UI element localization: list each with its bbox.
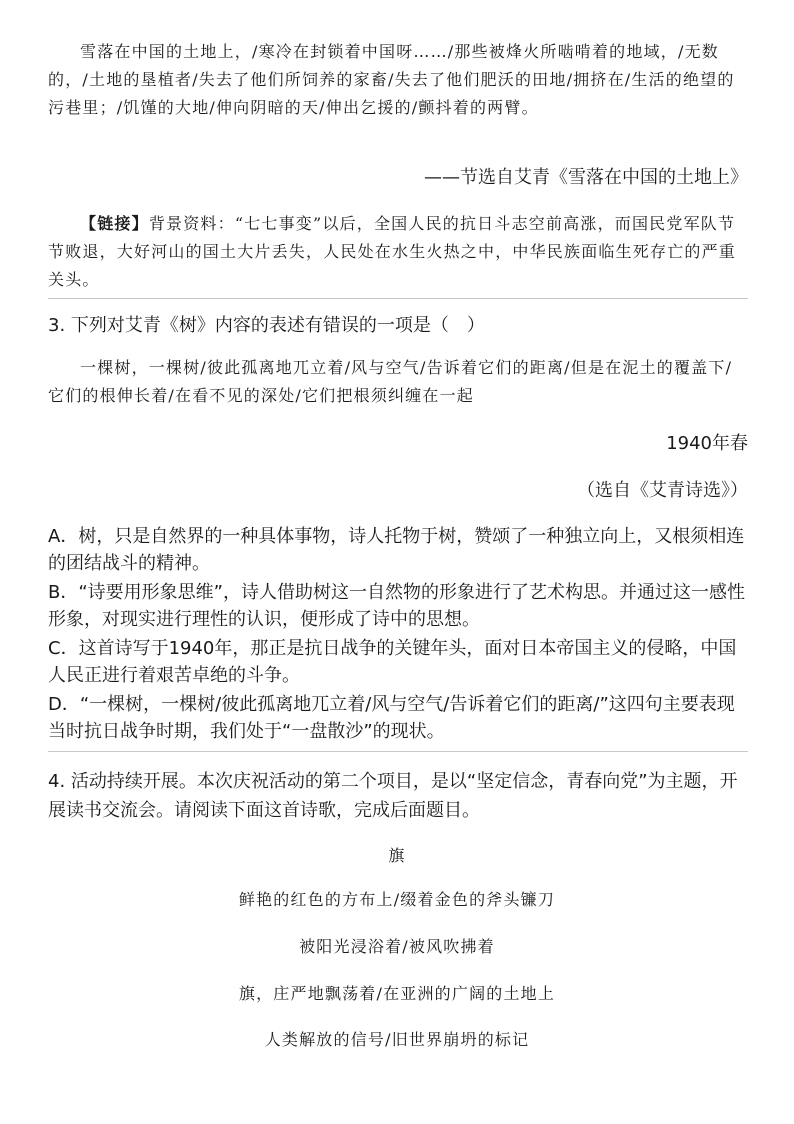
- question3-poem: 一棵树，一棵树/彼此孤离地兀立着/风与空气/告诉着它们的距离/但是在泥土的覆盖下/它们的根伸长着/在看不见的深处/它们把根须纠缠在一起: [48, 358, 733, 405]
- question3-stem: 3. 下列对艾青《树》内容的表述有错误的一项是（ ）: [48, 315, 485, 336]
- question4-stem: 4. 活动持续开展。本次庆祝活动的第二个项目，是以“坚定信念，青春向党”为主题，开展读书交流会。请阅读下面这首诗歌，完成后面题目。: [48, 771, 738, 821]
- flag-poem-line-1: 鲜艳的红色的方布上/缀着金色的斧头镰刀: [238, 890, 556, 909]
- poem-excerpt: 雪落在中国的土地上，/寒冷在封锁着中国呀……/那些被烽火所啮啃着的地域，/无数的，/土地的垦植者/失去了他们所饲养的家畜/失去了他们肥沃的田地/拥挤在/生活的绝望的污巷里；/饥馑的大地/伸向阴暗的天/伸出乞援的/颤抖着的两臂。: [48, 42, 735, 117]
- section-divider-2: [48, 751, 748, 752]
- flag-poem-title: 旗: [388, 846, 406, 865]
- option-c[interactable]: C．这首诗写于1940年，那正是抗日战争的关键年头，面对日本帝国主义的侵略，中国人民正进行着艰苦卓绝的斗争。: [48, 638, 737, 686]
- option-b[interactable]: B．“诗要用形象思维”，诗人借助树这一自然物的形象进行了艺术构思。并通过这一感性形象，对现实进行理性的认识，便形成了诗中的思想。: [48, 582, 745, 630]
- option-a[interactable]: A．树，只是自然界的一种具体事物，诗人托物于树，赞颂了一种独立向上，又根须相连的团结战斗的精神。: [48, 526, 745, 574]
- link-text: 背景资料：“七七事变”以后，全国人民的抗日斗志空前高涨，而国民党军队节节败退，大好河山的国土大片丢失，人民处在水生火热之中，中华民族面临生死存亡的严重关头。: [48, 214, 737, 289]
- flag-poem-line-4: 人类解放的信号/旧世界崩坍的标记: [264, 1030, 530, 1049]
- question3-source: （选自《艾青诗选》）: [577, 480, 748, 501]
- link-section: [48, 210, 748, 294]
- question3-date: 1940年春: [666, 433, 748, 454]
- flag-poem-line-2: 被阳光浸浴着/被风吹拂着: [299, 937, 495, 956]
- flag-poem-line-3: 旗，庄严地飘荡着/在亚洲的广阔的土地上: [238, 984, 556, 1003]
- option-d[interactable]: D．“一棵树，一棵树/彼此孤离地兀立着/风与空气/告诉着它们的距离/”这四句主要表现当时抗日战争时期，我们处于“一盘散沙”的现状。: [48, 694, 735, 742]
- poem-excerpt-source: ——节选自艾青《雪落在中国的土地上》: [424, 167, 748, 188]
- section-divider: [48, 298, 748, 299]
- link-label: 【链接】: [80, 214, 149, 233]
